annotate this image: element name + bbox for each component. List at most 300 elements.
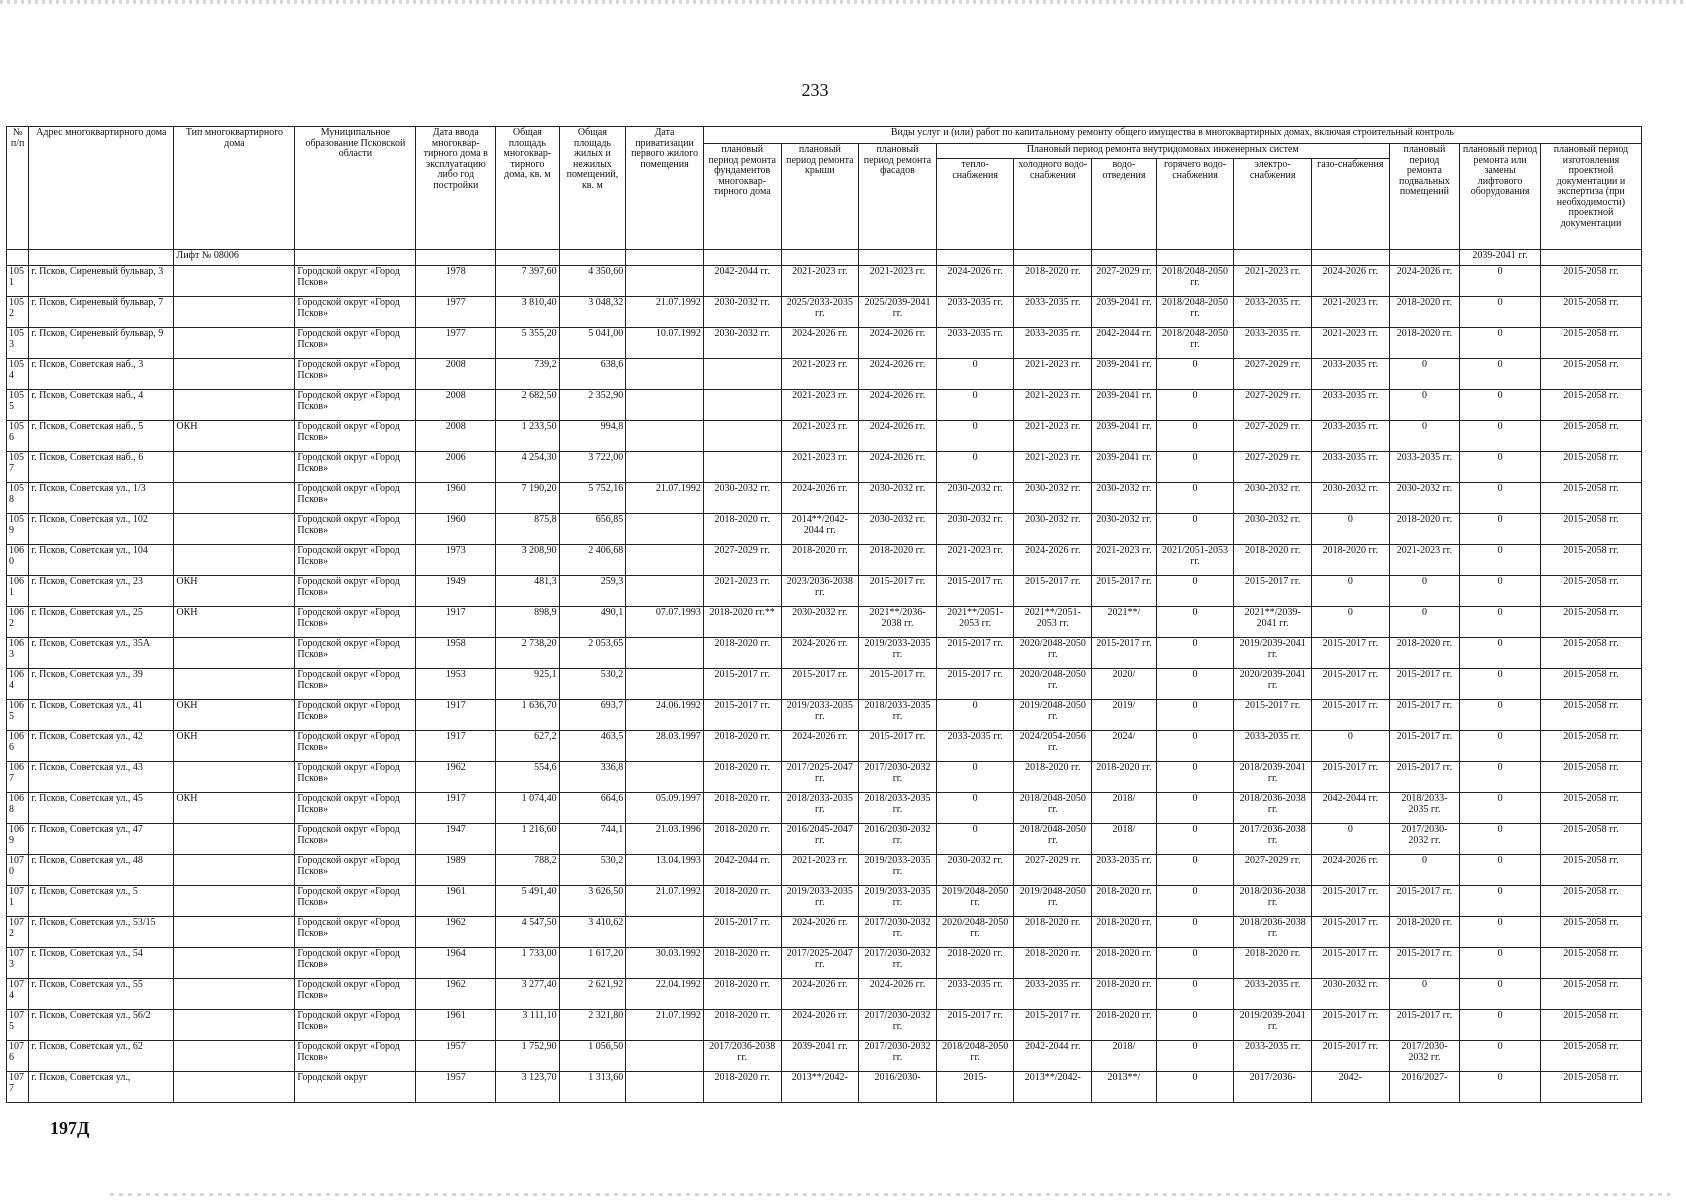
cell-total-area: 3 111,10 (496, 1010, 560, 1041)
cell-heat: 2033-2035 гг. (936, 297, 1014, 328)
cell-hot-water: 0 (1156, 824, 1234, 855)
cell-hot-water: 0 (1156, 731, 1234, 762)
cell-electric: 2027-2029 гг. (1234, 390, 1312, 421)
cell-address: г. Псков, Советская ул., 47 (29, 824, 174, 855)
cell-facade: 2021**/2036-2038 гг. (859, 607, 937, 638)
cell-address: г. Псков, Советская наб., 4 (29, 390, 174, 421)
cell-design: 2015-2058 гг. (1540, 855, 1641, 886)
cell-municipality: Городской округ «Город Псков» (295, 948, 416, 979)
cell-sewer: 2019/ (1092, 700, 1157, 731)
cell-elevator: 0 (1460, 979, 1541, 1010)
cell-priv-date: 30.03.1992 (626, 948, 704, 979)
cell-design: 2015-2058 гг. (1540, 669, 1641, 700)
cell-type (174, 824, 295, 855)
cell-year: 1917 (416, 700, 496, 731)
cell-municipality: Городской округ «Город Псков» (295, 266, 416, 297)
cell-year: 1962 (416, 979, 496, 1010)
cell-priv-date (626, 359, 704, 390)
cell-cold-water: 2021**/2051-2053 гг. (1014, 607, 1092, 638)
cell-living-area: 1 617,20 (559, 948, 626, 979)
cell-elevator: 0 (1460, 917, 1541, 948)
cell-num: 1071 (7, 886, 29, 917)
cell-heat: 2033-2035 гг. (936, 328, 1014, 359)
cell-gas: 2033-2035 гг. (1311, 359, 1389, 390)
cell-roof: 2019/2033-2035 гг. (781, 886, 859, 917)
cell-electric: 2033-2035 гг. (1234, 731, 1312, 762)
cell-hot-water: 0 (1156, 948, 1234, 979)
cell-basement: 2018-2020 гг. (1389, 514, 1460, 545)
table-row (7, 917, 1642, 948)
cell-basement: 2015-2017 гг. (1389, 669, 1460, 700)
cell-facade: 2024-2026 гг. (859, 390, 937, 421)
cell-facade: 2015-2017 гг. (859, 576, 937, 607)
cell-municipality: Городской округ (295, 1072, 416, 1103)
cell-total-area: 1 233,50 (496, 421, 560, 452)
cell-year: 1977 (416, 328, 496, 359)
table-body (7, 250, 1642, 1103)
cell-gas: 2018-2020 гг. (1311, 545, 1389, 576)
cell-foundation: 2015-2017 гг. (703, 700, 781, 731)
table-row (7, 545, 1642, 576)
cell-foundation: 2030-2032 гг. (703, 297, 781, 328)
table-row (7, 669, 1642, 700)
cell-living-area: 664,6 (559, 793, 626, 824)
cell-num: 1058 (7, 483, 29, 514)
cell-total-area: 1 752,90 (496, 1041, 560, 1072)
cell-electric: 2015-2017 гг. (1234, 576, 1312, 607)
cell-roof: 2024-2026 гг. (781, 917, 859, 948)
cell-hot-water: 0 (1156, 793, 1234, 824)
cell-sewer: 2018/ (1092, 793, 1157, 824)
cell-total-area: 481,3 (496, 576, 560, 607)
cell-priv-date (626, 266, 704, 297)
cell-basement: 2030-2032 гг. (1389, 483, 1460, 514)
cell-basement: 2018-2020 гг. (1389, 638, 1460, 669)
cell-living-area: 638,6 (559, 359, 626, 390)
cell-total-area: 3 123,70 (496, 1072, 560, 1103)
cell-elevator: 0 (1460, 669, 1541, 700)
cell-electric: 2033-2035 гг. (1234, 297, 1312, 328)
cell-municipality: Городской округ «Город Псков» (295, 979, 416, 1010)
cell-foundation (703, 359, 781, 390)
cell-total-area: 1 074,40 (496, 793, 560, 824)
cell-electric: 2033-2035 гг. (1234, 979, 1312, 1010)
cell-facade: 2018/2033-2035 гг. (859, 700, 937, 731)
cell-type (174, 266, 295, 297)
cell-num: 1072 (7, 917, 29, 948)
cell-priv-date: 28.03.1997 (626, 731, 704, 762)
cell-hot-water: 0 (1156, 669, 1234, 700)
cell-hot-water: 0 (1156, 390, 1234, 421)
cell-design: 2015-2058 гг. (1540, 1072, 1641, 1103)
cell-priv-date (626, 1072, 704, 1103)
cell-heat: 2021**/2051-2053 гг. (936, 607, 1014, 638)
cell-facade: 2021-2023 гг. (859, 266, 937, 297)
cell-living-area: 3 410,62 (559, 917, 626, 948)
cell-cold-water: 2018-2020 гг. (1014, 762, 1092, 793)
cell-living-area: 2 352,90 (559, 390, 626, 421)
cell-design: 2015-2058 гг. (1540, 421, 1641, 452)
cell-electric: 2017/2036-2038 гг. (1234, 824, 1312, 855)
header-design: плановый период изготовления проектной документации и экспертиза (при необходимости) проектной документации (1540, 144, 1641, 250)
header-sewer: водо-отведения (1092, 159, 1157, 250)
cell-type (174, 886, 295, 917)
cell-basement: 0 (1389, 607, 1460, 638)
cell-cold-water: 2015-2017 гг. (1014, 576, 1092, 607)
cell-sewer: 2042-2044 гг. (1092, 328, 1157, 359)
cell-elevator: 0 (1460, 700, 1541, 731)
cell-priv-date (626, 390, 704, 421)
cell-living-area: 693,7 (559, 700, 626, 731)
cell-sewer: 2020/ (1092, 669, 1157, 700)
header-municipality: Муниципальное образование Псковской области (295, 127, 416, 250)
cell-sewer: 2039-2041 гг. (1092, 452, 1157, 483)
cell-num: 1057 (7, 452, 29, 483)
table-row (7, 1072, 1642, 1103)
cell-type (174, 297, 295, 328)
cell-facade: 2018-2020 гг. (859, 545, 937, 576)
cell-roof: 2024-2026 гг. (781, 483, 859, 514)
cell-foundation: 2018-2020 гг. (703, 948, 781, 979)
cell-year: 1957 (416, 1072, 496, 1103)
table-row (7, 1010, 1642, 1041)
table-row (7, 793, 1642, 824)
table-row (7, 855, 1642, 886)
cell-basement: 2016/2027- (1389, 1072, 1460, 1103)
cell-electric: 2020/2039-2041 гг. (1234, 669, 1312, 700)
cell-hot-water: 0 (1156, 979, 1234, 1010)
cell-electric: 2018-2020 гг. (1234, 545, 1312, 576)
cell-type: ОКН (174, 793, 295, 824)
cell-electric: 2017/2036- (1234, 1072, 1312, 1103)
cell-priv-date (626, 669, 704, 700)
cell-gas: 0 (1311, 514, 1389, 545)
cell-num: 1068 (7, 793, 29, 824)
cell-heat: 2015-2017 гг. (936, 669, 1014, 700)
cell-elevator: 0 (1460, 266, 1541, 297)
cell-sewer: 2015-2017 гг. (1092, 576, 1157, 607)
cell-year: 2006 (416, 452, 496, 483)
cell-roof: 2023/2036-2038 гг. (781, 576, 859, 607)
cell-design: 2015-2058 гг. (1540, 607, 1641, 638)
cell-roof: 2021-2023 гг. (781, 359, 859, 390)
cell-elevator: 0 (1460, 1041, 1541, 1072)
table-row (7, 514, 1642, 545)
cell-basement: 0 (1389, 855, 1460, 886)
cell-gas: 2042- (1311, 1072, 1389, 1103)
cell-cold-water: 2027-2029 гг. (1014, 855, 1092, 886)
cell-cold-water: 2018/2048-2050 гг. (1014, 793, 1092, 824)
cell-sewer: 2039-2041 гг. (1092, 297, 1157, 328)
cell-basement: 0 (1389, 979, 1460, 1010)
cell-year: 1964 (416, 948, 496, 979)
cell-total-area: 1 216,60 (496, 824, 560, 855)
cell-municipality: Городской округ «Город Псков» (295, 390, 416, 421)
cell-roof: 2018/2033-2035 гг. (781, 793, 859, 824)
cell-priv-date (626, 421, 704, 452)
table-header (7, 127, 1642, 250)
cell-sewer: 2024/ (1092, 731, 1157, 762)
cell-foundation: 2021-2023 гг. (703, 576, 781, 607)
cell-facade: 2016/2030-2032 гг. (859, 824, 937, 855)
cell-year: 1977 (416, 297, 496, 328)
header-hot-water: горячего водо-снабжения (1156, 159, 1234, 250)
cell-address: г. Псков, Советская ул., 45 (29, 793, 174, 824)
cell-year: 1958 (416, 638, 496, 669)
cell-elevator: 0 (1460, 545, 1541, 576)
cell-address: г. Псков, Советская ул., 55 (29, 979, 174, 1010)
cell-type (174, 483, 295, 514)
cell-sewer: 2021-2023 гг. (1092, 545, 1157, 576)
cell-basement: 2015-2017 гг. (1389, 762, 1460, 793)
cell-cold-water: 2033-2035 гг. (1014, 979, 1092, 1010)
cell-electric: 2033-2035 гг. (1234, 328, 1312, 359)
cell-electric: 2027-2029 гг. (1234, 421, 1312, 452)
cell-basement: 0 (1389, 576, 1460, 607)
cell-basement: 2015-2017 гг. (1389, 948, 1460, 979)
cell-address: г. Псков, Советская ул., (29, 1072, 174, 1103)
cell-electric: 2018-2020 гг. (1234, 948, 1312, 979)
cell-total-area: 3 277,40 (496, 979, 560, 1010)
cell-basement: 2017/2030-2032 гг. (1389, 1041, 1460, 1072)
cell-electric: 2021**/2039-2041 гг. (1234, 607, 1312, 638)
cell-num: 1054 (7, 359, 29, 390)
table-row (7, 421, 1642, 452)
cell-gas: 2042-2044 гг. (1311, 793, 1389, 824)
cell-num: 1059 (7, 514, 29, 545)
cell-num: 1052 (7, 297, 29, 328)
cell-cold-water: 2020/2048-2050 гг. (1014, 669, 1092, 700)
cell-roof: 2021-2023 гг. (781, 452, 859, 483)
cell-priv-date: 22.04.1992 (626, 979, 704, 1010)
cell-electric: 2019/2039-2041 гг. (1234, 638, 1312, 669)
header-basement: плановый период ремонта подвальных помещений (1389, 144, 1460, 250)
cell-facade: 2024-2026 гг. (859, 979, 937, 1010)
cell-address: г. Псков, Советская ул., 43 (29, 762, 174, 793)
cell-design: 2015-2058 гг. (1540, 328, 1641, 359)
cell-living-area: 463,5 (559, 731, 626, 762)
cell-municipality: Городской округ «Город Псков» (295, 793, 416, 824)
cell-gas: 2030-2032 гг. (1311, 979, 1389, 1010)
cell-foundation: 2018-2020 гг. (703, 762, 781, 793)
cell-elevator: 0 (1460, 855, 1541, 886)
cell-total-area: 788,2 (496, 855, 560, 886)
cell-municipality: Городской округ «Город Псков» (295, 762, 416, 793)
cell-sewer: 2018/ (1092, 824, 1157, 855)
cell-roof: 2015-2017 гг. (781, 669, 859, 700)
table-row (7, 979, 1642, 1010)
cell-electric: 2030-2032 гг. (1234, 514, 1312, 545)
cell-basement: 0 (1389, 390, 1460, 421)
cell-type: ОКН (174, 731, 295, 762)
table-row (7, 948, 1642, 979)
cell-sewer: 2039-2041 гг. (1092, 390, 1157, 421)
cell-municipality: Городской округ «Город Псков» (295, 359, 416, 390)
cell-total-area: 627,2 (496, 731, 560, 762)
cell-heat: 0 (936, 793, 1014, 824)
cell-roof: 2025/2033-2035 гг. (781, 297, 859, 328)
cell-elevator: 0 (1460, 359, 1541, 390)
cell-address: г. Псков, Советская ул., 104 (29, 545, 174, 576)
header-total-area: Общая площадь многоквар-тирного дома, кв. м (496, 127, 560, 250)
cell-cold-water: 2021-2023 гг. (1014, 390, 1092, 421)
cell-facade: 2030-2032 гг. (859, 514, 937, 545)
cell-priv-date: 10.07.1992 (626, 328, 704, 359)
cell-priv-date: 21.07.1992 (626, 886, 704, 917)
cell-basement: 2015-2017 гг. (1389, 731, 1460, 762)
cell-cold-water: 2021-2023 гг. (1014, 421, 1092, 452)
cell-foundation: 2018-2020 гг. (703, 731, 781, 762)
cell-gas: 2033-2035 гг. (1311, 421, 1389, 452)
cell-basement: 0 (1389, 421, 1460, 452)
cell-cold-water: 2024-2026 гг. (1014, 545, 1092, 576)
cell-elevator: 0 (1460, 607, 1541, 638)
cell-heat: 0 (936, 824, 1014, 855)
cell-total-area: 1 733,00 (496, 948, 560, 979)
cell-foundation: 2018-2020 гг.** (703, 607, 781, 638)
cell-gas: 2015-2017 гг. (1311, 948, 1389, 979)
cell-foundation: 2018-2020 гг. (703, 793, 781, 824)
cell-total-area: 7 397,60 (496, 266, 560, 297)
cell-living-area: 530,2 (559, 669, 626, 700)
cell-sewer: 2030-2032 гг. (1092, 483, 1157, 514)
cell-total-area: 739,2 (496, 359, 560, 390)
cell-heat: 2030-2032 гг. (936, 514, 1014, 545)
cell-foundation: 2042-2044 гг. (703, 266, 781, 297)
cell-num: 1076 (7, 1041, 29, 1072)
cell-year: 1947 (416, 824, 496, 855)
cell-roof: 2019/2033-2035 гг. (781, 700, 859, 731)
cell-num: 1063 (7, 638, 29, 669)
header-living-area: Общая площадь жилых и нежилых помещений, кв. м (559, 127, 626, 250)
cell-foundation: 2018-2020 гг. (703, 824, 781, 855)
header-type: Тип многоквартирного дома (174, 127, 295, 250)
cell-design: 2015-2058 гг. (1540, 1010, 1641, 1041)
cell-elevator: 0 (1460, 948, 1541, 979)
cell-foundation: 2015-2017 гг. (703, 669, 781, 700)
cell-hot-water: 2021/2051-2053 гг. (1156, 545, 1234, 576)
cell-heat: 0 (936, 700, 1014, 731)
cell-gas: 2015-2017 гг. (1311, 762, 1389, 793)
cell-type (174, 979, 295, 1010)
cell-foundation: 2027-2029 гг. (703, 545, 781, 576)
cell-facade: 2019/2033-2035 гг. (859, 638, 937, 669)
cell-roof: 2017/2025-2047 гг. (781, 762, 859, 793)
cell-municipality: Городской округ «Город Псков» (295, 1041, 416, 1072)
cell-elevator: 0 (1460, 576, 1541, 607)
cell-design: 2015-2058 гг. (1540, 917, 1641, 948)
cell-cold-water: 2042-2044 гг. (1014, 1041, 1092, 1072)
cell-roof: 2024-2026 гг. (781, 731, 859, 762)
cell-heat: 2021-2023 гг. (936, 545, 1014, 576)
cell-roof: 2021-2023 гг. (781, 421, 859, 452)
cell-year: 1961 (416, 886, 496, 917)
cell-design: 2015-2058 гг. (1540, 1041, 1641, 1072)
cell-municipality: Городской округ «Город Псков» (295, 917, 416, 948)
cell-heat: 2018-2020 гг. (936, 948, 1014, 979)
cell-facade: 2024-2026 гг. (859, 421, 937, 452)
cell-facade: 2025/2039-2041 гг. (859, 297, 937, 328)
sub-row-type: Лифт № 08006 (174, 250, 295, 266)
cell-type (174, 452, 295, 483)
cell-sewer: 2021**/ (1092, 607, 1157, 638)
cell-priv-date (626, 917, 704, 948)
cell-priv-date: 24.06.1992 (626, 700, 704, 731)
cell-municipality: Городской округ «Город Псков» (295, 1010, 416, 1041)
cell-municipality: Городской округ «Город Псков» (295, 886, 416, 917)
cell-sewer: 2030-2032 гг. (1092, 514, 1157, 545)
cell-foundation (703, 421, 781, 452)
table-row (7, 266, 1642, 297)
cell-heat: 0 (936, 390, 1014, 421)
cell-sewer: 2018-2020 гг. (1092, 762, 1157, 793)
cell-gas: 0 (1311, 607, 1389, 638)
cell-facade: 2019/2033-2035 гг. (859, 886, 937, 917)
cell-living-area: 994,8 (559, 421, 626, 452)
cell-gas: 2024-2026 гг. (1311, 855, 1389, 886)
header-gas: газо-снабжения (1311, 159, 1389, 250)
table-row-elevator-note (7, 250, 1642, 266)
table-row (7, 328, 1642, 359)
cell-living-area: 2 406,68 (559, 545, 626, 576)
cell-cold-water: 2018-2020 гг. (1014, 948, 1092, 979)
cell-heat: 2033-2035 гг. (936, 731, 1014, 762)
cell-hot-water: 2018/2048-2050 гг. (1156, 266, 1234, 297)
cell-total-area: 898,9 (496, 607, 560, 638)
cell-hot-water: 0 (1156, 607, 1234, 638)
table-row (7, 452, 1642, 483)
cell-elevator: 0 (1460, 328, 1541, 359)
cell-living-area: 1 313,60 (559, 1072, 626, 1103)
cell-facade: 2017/2030-2032 гг. (859, 762, 937, 793)
cell-num: 1051 (7, 266, 29, 297)
cell-total-area: 4 547,50 (496, 917, 560, 948)
cell-total-area: 925,1 (496, 669, 560, 700)
cell-municipality: Городской округ «Город Псков» (295, 638, 416, 669)
cell-address: г. Псков, Сиреневый бульвар, 7 (29, 297, 174, 328)
cell-type (174, 669, 295, 700)
cell-living-area: 5 041,00 (559, 328, 626, 359)
cell-design: 2015-2058 гг. (1540, 762, 1641, 793)
cell-municipality: Городской округ «Город Псков» (295, 483, 416, 514)
cell-municipality: Городской округ «Город Псков» (295, 297, 416, 328)
cell-foundation (703, 390, 781, 421)
cell-gas: 2015-2017 гг. (1311, 1010, 1389, 1041)
cell-design: 2015-2058 гг. (1540, 576, 1641, 607)
cell-cold-water: 2021-2023 гг. (1014, 359, 1092, 390)
cell-address: г. Псков, Советская ул., 5 (29, 886, 174, 917)
cell-basement: 2021-2023 гг. (1389, 545, 1460, 576)
cell-address: г. Псков, Советская наб., 3 (29, 359, 174, 390)
cell-hot-water: 0 (1156, 576, 1234, 607)
cell-heat: 0 (936, 421, 1014, 452)
cell-electric: 2018/2036-2038 гг. (1234, 917, 1312, 948)
cell-type (174, 390, 295, 421)
cell-foundation: 2042-2044 гг. (703, 855, 781, 886)
cell-facade: 2024-2026 гг. (859, 359, 937, 390)
cell-roof: 2021-2023 гг. (781, 266, 859, 297)
cell-cold-water: 2019/2048-2050 гг. (1014, 700, 1092, 731)
table-row (7, 824, 1642, 855)
cell-cold-water: 2018-2020 гг. (1014, 917, 1092, 948)
header-systems-group: Плановый период ремонта внутридомовых инженерных систем (936, 144, 1389, 159)
cell-heat: 0 (936, 762, 1014, 793)
cell-sewer: 2018-2020 гг. (1092, 917, 1157, 948)
cell-foundation: 2017/2036-2038 гг. (703, 1041, 781, 1072)
cell-heat: 2020/2048-2050 гг. (936, 917, 1014, 948)
cell-num: 1067 (7, 762, 29, 793)
cell-design: 2015-2058 гг. (1540, 824, 1641, 855)
